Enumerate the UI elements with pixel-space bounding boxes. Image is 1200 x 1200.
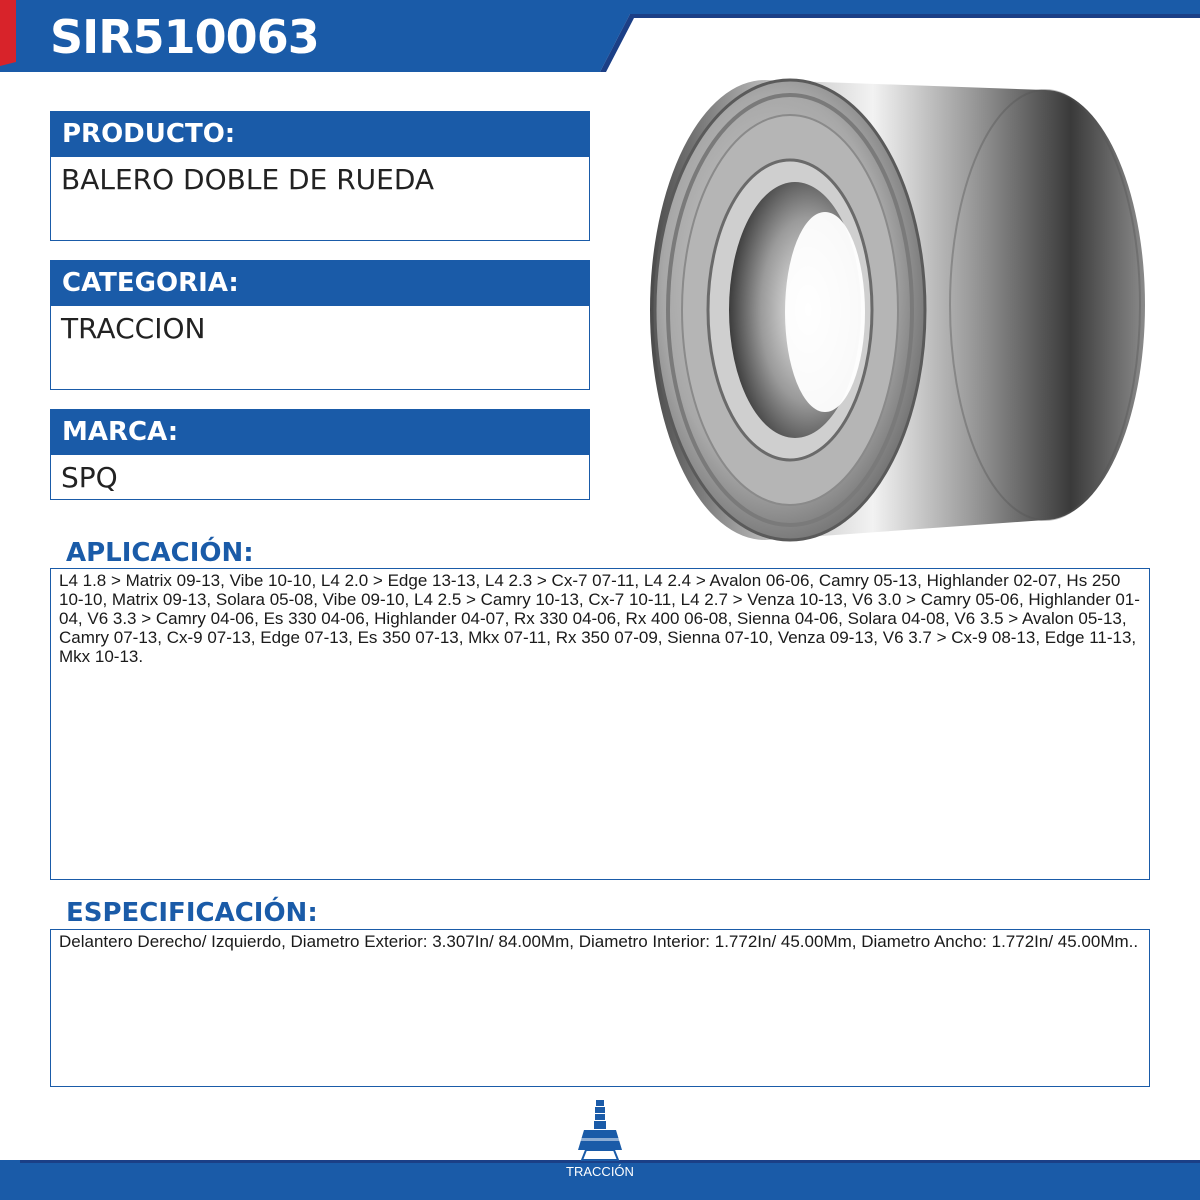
categoria-value: TRACCION bbox=[50, 306, 590, 390]
categoria-label: CATEGORIA: bbox=[50, 260, 590, 306]
marca-label: MARCA: bbox=[50, 409, 590, 455]
product-sku: SIR510063 bbox=[50, 10, 319, 64]
bearing-product-image bbox=[650, 50, 1150, 550]
especificacion-title: ESPECIFICACIÓN: bbox=[66, 898, 318, 928]
producto-value: BALERO DOBLE DE RUEDA bbox=[50, 157, 590, 241]
aplicacion-text: L4 1.8 > Matrix 09-13, Vibe 10-10, L4 2.0 > Edge 13-13, L4 2.3 > Cx-7 07-11, L4 2.4 > Avalon 06-06, Camry 05-13, Highlander 02-07, Hs 250 10-10, Matrix 09-13, Solara 05-08, Vibe 09-10, L4 2.5 > Camry 10-13, Cx-7 10-11, L4 2.7 > Venza 10-13, V6 3.0 > Camry 05-06, Highlander 01-04, V6 3.3 > Camry 04-06, Es 330 04-06, Highlander 04-07, Rx 330 04-06, Rx 400 06-08, Sienna 04-06, Solara 04-08, V6 3.5 > Avalon 05-13, Camry 07-13, Cx-9 07-13, Edge 07-13, Es 350 07-13, Mkx 07-11, Rx 350 07-09, Sienna 07-10, Venza 09-13, V6 3.7 > Cx-9 08-13, Edge 11-13, Mkx 10-13. bbox=[50, 568, 1150, 880]
producto-label: PRODUCTO: bbox=[50, 111, 590, 157]
footer-category-label: TRACCIÓN bbox=[566, 1164, 634, 1179]
aplicacion-title: APLICACIÓN: bbox=[66, 538, 254, 568]
especificacion-text: Delantero Derecho/ Izquierdo, Diametro Exterior: 3.307In/ 84.00Mm, Diametro Interior: 1.772In/ 45.00Mm, Diametro Ancho: 1.772In/ 45.00Mm.. bbox=[50, 929, 1150, 1087]
marca-value: SPQ bbox=[50, 455, 590, 500]
